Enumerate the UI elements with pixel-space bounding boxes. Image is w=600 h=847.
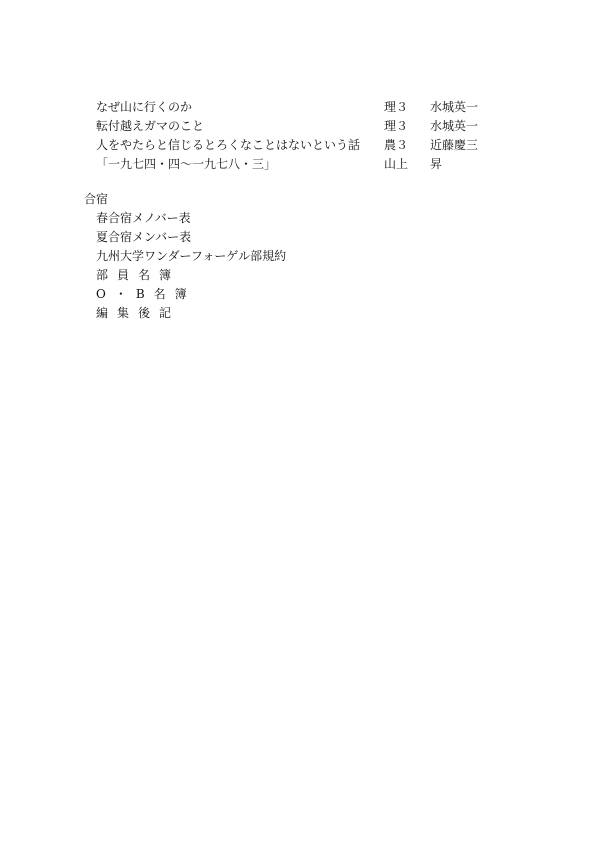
toc-entry (84, 136, 514, 155)
section-heading: 合宿 (84, 192, 109, 206)
section-item: 九州大学ワンダーフォーゲル部規約 (96, 249, 287, 263)
toc-entry (84, 98, 514, 117)
toc-entry-author: 水城英一 (430, 100, 479, 114)
toc-entry-author: 水城英一 (430, 119, 479, 133)
table-of-contents (84, 98, 514, 174)
gasshuku-section (84, 190, 514, 323)
section-item: 夏合宿メンバー表 (96, 230, 192, 244)
toc-entry-dept: 理３ (384, 100, 409, 114)
section-item: O・B名簿 (96, 287, 196, 301)
toc-entry-dept: 農３ (384, 138, 409, 152)
section-item: 編集後記 (96, 306, 181, 320)
toc-entry-title: 「一九七四・四〜一九七八・三」 (96, 157, 277, 171)
toc-entry (84, 155, 514, 174)
toc-entry-title: 人をやたらと信じるとろくなことはないという話 (96, 138, 361, 152)
toc-entry-author: 近藤慶三 (430, 138, 479, 152)
toc-entry-dept: 理３ (384, 119, 409, 133)
toc-entry-dept: 山上 (384, 157, 409, 171)
section-item: 春合宿メノバー表 (96, 211, 191, 225)
section-item: 部員名簿 (96, 268, 181, 282)
toc-entry-author: 昇 (430, 157, 443, 171)
toc-entry (84, 117, 514, 136)
toc-entry-title: なぜ山に行くのか (96, 100, 193, 114)
toc-entry-title: 転付越えガマのこと (96, 119, 205, 133)
